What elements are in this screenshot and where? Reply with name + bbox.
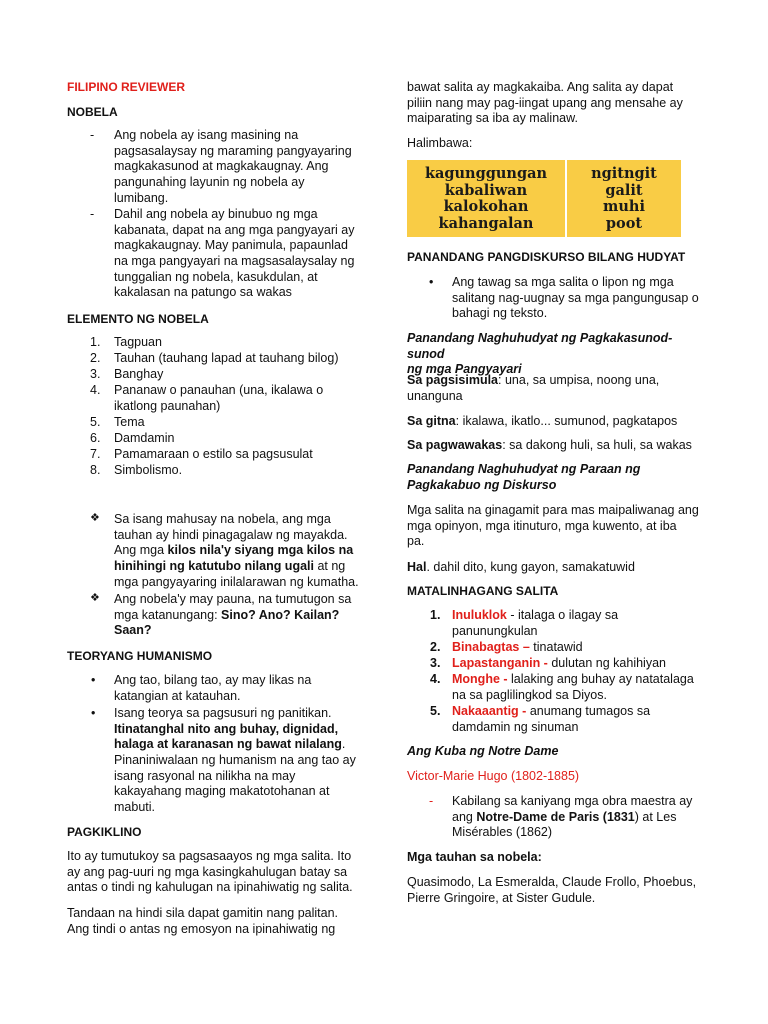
- text-line: Pagkakabuo ng Diskurso: [407, 477, 557, 492]
- bold-text: halaga at karanasan ng bawat nilalang: [114, 737, 342, 752]
- text-line: mga opinyon, mga itinuturo, mga kuwento, at iba: [407, 518, 677, 533]
- kuba-item: [452, 794, 712, 841]
- document-title: FILIPINO REVIEWER: [67, 80, 186, 94]
- text-line: ay ang pag-uuri ng mga kasingkahulugan batay sa: [67, 864, 348, 879]
- definition: lalaking ang buhay ay natatalaga: [507, 672, 694, 686]
- text-line: Sa isang mahusay na nobela, ang mga: [114, 512, 331, 526]
- list-number: 3.: [430, 656, 441, 670]
- example-word: muhi: [603, 198, 645, 215]
- list-number: 5.: [430, 704, 441, 718]
- list-item: Pamamaraan o estilo sa pagsusulat: [114, 447, 313, 461]
- example-word: ngitngit: [591, 165, 657, 182]
- list-number: 1.: [90, 335, 101, 349]
- bold-text: Sino? Ano? Kailan?: [221, 607, 340, 622]
- example-right-words: [567, 166, 681, 232]
- teoryang-heading: TEORYANG HUMANISMO: [67, 649, 213, 663]
- text-line: Dahil ang nobela ay binubuo ng mga: [114, 207, 318, 221]
- continued-paragraph: [407, 80, 707, 127]
- text-line: Misérables (1862): [452, 825, 553, 840]
- term: Lapastanganin -: [452, 656, 548, 670]
- text-run: . dahil dito, kung gayon, samakatuwid: [426, 560, 635, 574]
- text-line: pa.: [407, 534, 425, 549]
- bold-text: hinihingi ng katutubo nilang ugali: [114, 558, 314, 573]
- text-line: Pierre Gringoire, at Sister Gudule.: [407, 890, 596, 905]
- list-number: 7.: [90, 447, 101, 461]
- text-line: Ang nobela'y may pauna, na tumutugon sa: [114, 592, 352, 606]
- diamond-bullet-icon: ❖: [90, 592, 100, 604]
- text-line: tunggalian ng nobela, kasukdulan, at: [114, 269, 318, 284]
- text-line: Kabilang sa kaniyang mga obra maestra ay: [452, 794, 693, 808]
- bullet-icon: •: [429, 275, 434, 289]
- list-item: [430, 640, 720, 656]
- example-word: poot: [605, 214, 643, 232]
- list-number: 4.: [90, 383, 101, 397]
- list-number: 3.: [90, 367, 101, 381]
- nobela-item-2: [114, 207, 374, 301]
- text-line: magkakaugnay. May panimula, papaunlad: [114, 238, 348, 253]
- dash-marker: -: [90, 207, 95, 221]
- text-line: Pinaniniwalaan ng humanism na ang tao ay: [114, 752, 356, 767]
- bold-label: Sa gitna: [407, 414, 456, 428]
- tauhan-heading: Mga tauhan sa nobela:: [407, 850, 542, 864]
- bold-text: Itinatanghal nito ang buhay, dignidad,: [114, 721, 339, 736]
- pagkiklino-paragraph-2: [67, 906, 367, 937]
- tauhan-list: [407, 875, 707, 906]
- list-item: Tema: [114, 415, 145, 429]
- definition: damdamin ng sinuman: [452, 719, 579, 734]
- text-line: katangian at katauhan.: [114, 688, 241, 703]
- list-item: Tauhan (tauhang lapad at tauhang bilog): [114, 351, 339, 365]
- text-line: Mga salita na ginagamit para mas maipaliwanag ang: [407, 503, 699, 517]
- term: Binabagtas –: [452, 640, 530, 654]
- bold-text: kilos nila'y siyang mga kilos na: [167, 543, 354, 558]
- bold-text: Notre-Dame de Paris (1831: [476, 809, 635, 824]
- matalinhaga-heading: MATALINHAGANG SALITA: [407, 584, 559, 598]
- text-line: bawat salita ay magkakaiba. Ang salita ay dapat: [407, 80, 674, 94]
- list-item: [430, 608, 720, 640]
- text-line: Ang tindi o antas ng emosyon na ipinahiwatig ng: [67, 921, 336, 936]
- diamond-item-2: [114, 592, 374, 639]
- bold-label: Hal: [407, 560, 427, 574]
- term: Nakaaantig -: [452, 704, 527, 718]
- text-line: maiparating sa iba ay malinaw.: [407, 111, 578, 126]
- text-line: pangunahing layunin ng nobela ay: [114, 174, 305, 189]
- text-line: bahagi ng teksto.: [452, 306, 548, 321]
- text-line: kakalasan na patungo sa wakas: [114, 285, 292, 300]
- dash-marker: -: [90, 128, 95, 142]
- pagsisimula-line: [407, 373, 707, 404]
- list-item: Banghay: [114, 367, 164, 381]
- list-number: 8.: [90, 463, 101, 477]
- list-item: [430, 656, 720, 672]
- text-line: piliin nang may pag-iingat upang ang mensahe ay: [407, 95, 683, 110]
- text-line: lumibang.: [114, 190, 169, 205]
- definition: panunungkulan: [452, 623, 538, 638]
- diamond-bullet-icon: ❖: [90, 512, 100, 524]
- text-run: ang: [452, 809, 477, 824]
- matalinhaga-list: [430, 608, 720, 736]
- text-line: na mga pangyayari na magsasalaysalay ng: [114, 253, 355, 268]
- text-run: : sa dakong huli, sa huli, sa wakas: [502, 438, 692, 452]
- nobela-heading: NOBELA: [67, 105, 118, 119]
- example-left-words: [407, 166, 565, 232]
- term: Monghe -: [452, 672, 508, 686]
- bold-label: Sa pagsisimula: [407, 373, 499, 387]
- kuba-title: Ang Kuba ng Notre Dame: [407, 744, 559, 758]
- pagwawakas-line: [407, 438, 692, 454]
- text-run: mga katanungang:: [114, 607, 222, 622]
- list-item: [430, 672, 720, 704]
- term: Inuluklok: [452, 608, 507, 622]
- text-line: magkakasunod at magkakaugnay. Ang: [114, 159, 329, 174]
- list-item: Damdamin: [114, 431, 175, 445]
- text-line: kabanata, dapat na ang mga pangyayari ay: [114, 222, 355, 237]
- definition: dulutan ng kahihiyan: [547, 656, 666, 670]
- kuba-author: Victor-Marie Hugo (1802-1885): [407, 769, 580, 783]
- text-line: kakayahang maging makatotohanan at: [114, 784, 330, 799]
- subheading-paraan: [407, 462, 707, 493]
- definition: na sa paglilingkod sa Diyos.: [452, 687, 607, 702]
- text-run: .: [341, 737, 346, 752]
- text-line: Ito ay tumutukoy sa pagsasaayos ng mga salita. Ito: [67, 849, 352, 863]
- text-line: Quasimodo, La Esmeralda, Claude Frollo, Phoebus,: [407, 875, 697, 889]
- example-word: kabaliwan: [444, 181, 528, 199]
- text-line: mga pangyayaring inilalarawan ng kumatha.: [114, 574, 359, 589]
- bold-label: Sa pagwawakas: [407, 438, 503, 452]
- elemento-heading: ELEMENTO NG NOBELA: [67, 312, 209, 326]
- list-item: Tagpuan: [114, 335, 162, 349]
- halimbawa-line: [407, 560, 635, 576]
- list-number: 2.: [430, 640, 441, 654]
- list-number: 6.: [90, 431, 101, 445]
- definition: - italaga o ilagay sa: [506, 608, 619, 622]
- example-word: kagunggungan: [424, 165, 548, 182]
- gitna-line: [407, 414, 677, 430]
- nobela-item-1: [114, 128, 374, 206]
- text-line: Ang tawag sa mga salita o lipon ng mga: [452, 275, 674, 289]
- dash-marker: -: [429, 794, 434, 808]
- text-run: at Les: [638, 809, 677, 824]
- text-line: Panandang Naghuhudyat ng Paraan ng: [407, 462, 641, 476]
- diamond-item-1: [114, 512, 374, 590]
- panandang-heading: PANANDANG PANGDISKURSO BILANG HUDYAT: [407, 250, 686, 264]
- example-word: kalokohan: [443, 198, 529, 215]
- list-item: Simbolismo.: [114, 463, 183, 477]
- list-number: 4.: [430, 672, 441, 686]
- bullet-icon: •: [91, 706, 96, 720]
- text-line: Ang tao, bilang tao, ay may likas na: [114, 673, 312, 687]
- list-item: [430, 704, 720, 736]
- paraan-description: [407, 503, 707, 550]
- list-item: ikatlong paunahan): [114, 399, 221, 413]
- text-line: antas o tindi ng kahulugan na ipinahiwatig ng salita.: [67, 880, 353, 895]
- definition: anumang tumagos sa: [526, 704, 651, 718]
- text-run: ): [634, 809, 639, 824]
- text-run: : una, sa umpisa, noong una,: [498, 373, 660, 387]
- bold-text: Saan?: [114, 623, 152, 638]
- text-line: Tandaan na hindi sila dapat gamitin nang palitan.: [67, 906, 339, 920]
- text-run: : ikalawa, ikatlo... sumunod, pagkatapos: [455, 414, 678, 428]
- subheading-pagkakasunod: [407, 331, 707, 378]
- text-line: mabuti.: [114, 799, 155, 814]
- example-word: kahangalan: [438, 214, 534, 232]
- halimbawa-label: Halimbawa:: [407, 136, 473, 150]
- bullet-icon: •: [91, 673, 96, 687]
- text-line: isang rasyonal na nilikha na may: [114, 768, 296, 783]
- teoryang-item-2: [114, 706, 374, 815]
- text-line: ng mga Pangyayari: [407, 362, 522, 377]
- text-run: Ang mga: [114, 543, 168, 558]
- teoryang-item-1: [114, 673, 374, 704]
- elemento-numbers: [90, 335, 100, 479]
- example-word: galit: [605, 181, 643, 199]
- text-line: pagsasalaysay ng maraming pangyayaring: [114, 143, 352, 158]
- pagkiklino-paragraph-1: [67, 849, 367, 896]
- text-line: tauhan ay hindi pinagagalaw ng mayakda.: [114, 527, 348, 542]
- example-box: [407, 160, 681, 237]
- definition: tinatawid: [529, 640, 583, 654]
- pagkiklino-heading: PAGKIKLINO: [67, 825, 142, 839]
- text-line: Panandang Naghuhudyat ng Pagkakasunod-sunod: [407, 331, 673, 361]
- text-line: Isang teorya sa pagsusuri ng panitikan.: [114, 706, 332, 720]
- text-run: at ng: [313, 558, 346, 573]
- text-line: salitang nag-uugnay sa mga pangungusap o: [452, 290, 699, 305]
- list-number: 1.: [430, 608, 441, 622]
- text-line: unanguna: [407, 388, 463, 403]
- list-number: 5.: [90, 415, 101, 429]
- list-item: Pananaw o panauhan (una, ikalawa o: [114, 383, 324, 397]
- panandang-item: [452, 275, 712, 322]
- list-number: 2.: [90, 351, 101, 365]
- elemento-list: [114, 335, 339, 479]
- text-line: Ang nobela ay isang masining na: [114, 128, 299, 142]
